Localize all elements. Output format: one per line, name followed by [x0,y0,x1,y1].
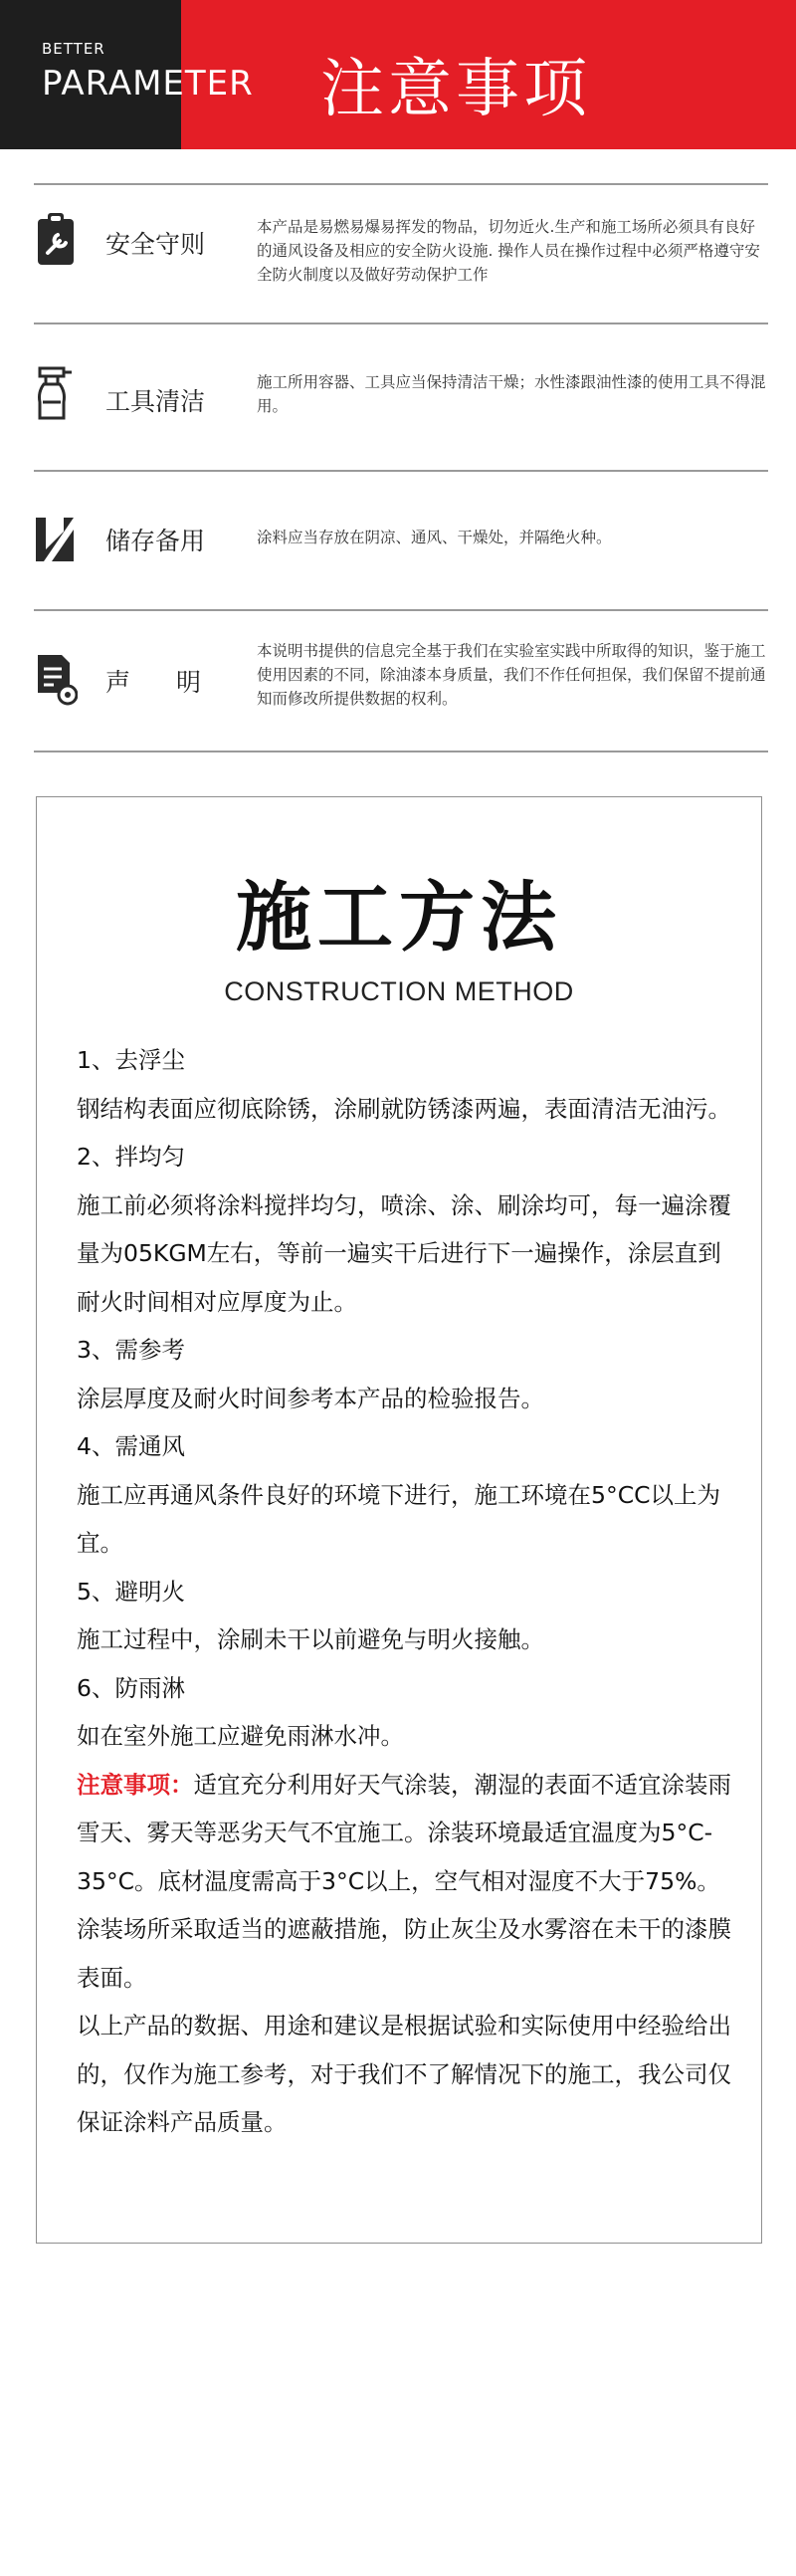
document-gear-icon [34,651,78,695]
banner-dark-block [0,0,254,149]
section-title: 施工方法 [236,873,562,962]
notice-label: 声明 [105,668,248,697]
notice-label: 工具清洁 [105,387,206,416]
step-heading: 6、防雨淋 [77,1673,185,1702]
clipboard-wrench-icon [34,211,78,255]
step-heading: 5、避明火 [77,1577,185,1606]
step-text: 涂层厚度及耐火时间参考本产品的检验报告。 [77,1384,544,1412]
banner-parameter-text: PARAMETER [42,64,254,104]
step-text: 如在室外施工应避免雨淋水冲。 [77,1722,404,1750]
divider [34,751,768,752]
header-banner [0,0,796,149]
method-content [77,1036,733,2147]
step-text: 施工前必须将涂料搅拌均匀，喷涂、涂、刷涂均可，每一遍涂覆量为05KGM左右，等前一遍实干后进行下一遍操作，涂层直到耐火时间相对应厚度为止。 [77,1190,731,1316]
notice-row-statement [34,609,768,751]
closing-paragraph: 以上产品的数据、用途和建议是根据试验和实际使用中经验给出的，仅作为施工参考，对于我们不了解情况下的施工，我公司仅保证涂料产品质量。 [77,2012,731,2136]
step-heading: 2、拌均匀 [77,1143,185,1171]
notice-description: 本产品是易燃易爆易挥发的物品，切勿近火.生产和施工场所必须具有良好的通风设备及相应的安全防火设施. 操作人员在操作过程中必须严格遵守安全防火制度以及做好劳动保护工作 [257,218,760,284]
step-heading: 4、需通风 [77,1432,185,1460]
notice-label: 安全守则 [105,230,206,259]
notice-description: 施工所用容器、工具应当保持清洁干燥；水性漆跟油性漆的使用工具不得混用。 [257,373,766,415]
notice-description: 本说明书提供的信息完全基于我们在实验室实践中所取得的知识，鉴于施工使用因素的不同，除油漆本身质量，我们不作任何担保，我们保留不提前通知而修改所提供数据的权利。 [257,642,766,708]
notice-row-storage [34,470,768,609]
notice-description: 涂料应当存放在阴凉、通风、干燥处，并隔绝火种。 [257,529,612,546]
banner-better-text: BETTER [42,40,105,58]
notice-label: 储存备用 [105,527,206,555]
storage-icon [34,516,78,559]
construction-method-box [36,796,762,2244]
step-text: 施工过程中，涂刷未干以前避免与明火接触。 [77,1625,544,1653]
notice-row-safety [34,183,768,322]
note-text: 适宜充分利用好天气涂装，潮湿的表面不适宜涂装雨雪天、雾天等恶劣天气不宜施工。涂装环境最适宜温度为5°C-35°C。底材温度需高于3°C以上，空气相对湿度不大于75%。涂装场所采取适当的遮蔽措施，防止灰尘及水雾溶在未干的漆膜表面。 [77,1770,731,1992]
step-heading: 1、去浮尘 [77,1046,185,1074]
banner-red-block [181,0,796,149]
step-text: 施工应再通风条件良好的环境下进行，施工环境在5°CC以上为宜。 [77,1480,721,1557]
note-paragraph [77,1761,733,2003]
notice-row-tools [34,322,768,470]
banner-title: 注意事项 [320,53,591,126]
section-subtitle: CONSTRUCTION METHOD [224,976,574,1006]
spray-bottle-icon [34,362,78,406]
step-text: 钢结构表面应彻底除锈，涂刷就防锈漆两遍，表面清洁无油污。 [77,1094,731,1123]
step-heading: 3、需参考 [77,1336,185,1364]
note-label: 注意事项： [77,1770,194,1799]
